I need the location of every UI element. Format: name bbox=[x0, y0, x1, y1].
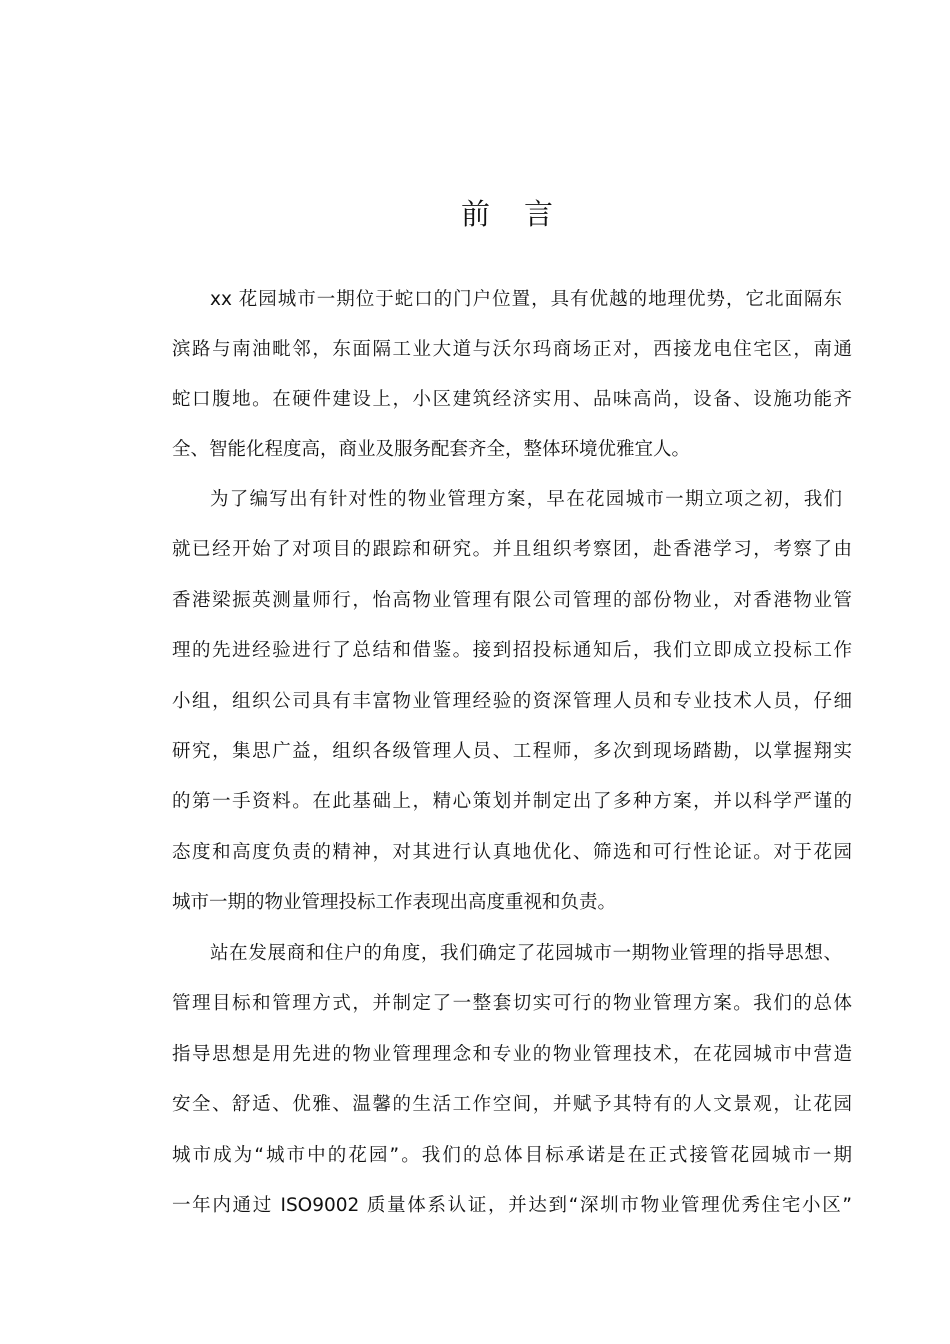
paragraph-3-line-6: 一年内通过 ISO9002 质量体系认证，并达到“深圳市物业管理优秀住宅小区” bbox=[172, 1195, 852, 1216]
paragraph-1-line-2: 滨路与南油毗邻，东面隔工业大道与沃尔玛商场正对，西接龙电住宅区，南通 bbox=[172, 339, 852, 360]
paragraph-2-line-1: 为了编写出有针对性的物业管理方案，早在花园城市一期立项之初，我们 bbox=[210, 489, 842, 510]
paragraph-2-line-2: 就已经开始了对项目的跟踪和研究。并且组织考察团，赴香港学习，考察了由 bbox=[172, 539, 852, 560]
paragraph-1-line-1: xx 花园城市一期位于蛇口的门户位置，具有优越的地理优势，它北面隔东 bbox=[210, 289, 842, 310]
paragraph-2-line-3: 香港梁振英测量师行，怡高物业管理有限公司管理的部份物业，对香港物业管 bbox=[172, 590, 852, 611]
paragraph-3-line-4: 安全、舒适、优雅、温馨的生活工作空间，并赋予其特有的人文景观，让花园 bbox=[172, 1094, 852, 1115]
page-title bbox=[0, 192, 950, 233]
title-char-2: 言 bbox=[524, 197, 554, 231]
paragraph-2-line-7: 的第一手资料。在此基础上，精心策划并制定出了多种方案，并以科学严谨的 bbox=[172, 791, 852, 812]
paragraph-3-line-3: 指导思想是用先进的物业管理理念和专业的物业管理技术，在花园城市中营造 bbox=[172, 1044, 852, 1065]
paragraph-1-line-4: 全、智能化程度高，商业及服务配套齐全，整体环境优雅宜人。 bbox=[172, 439, 691, 460]
paragraph-3-line-1: 站在发展商和住户的角度，我们确定了花园城市一期物业管理的指导思想、 bbox=[210, 943, 842, 964]
paragraph-3-line-5: 城市成为“城市中的花园”。我们的总体目标承诺是在正式接管花园城市一期 bbox=[172, 1145, 852, 1166]
paragraph-2-line-9: 城市一期的物业管理投标工作表现出高度重视和负责。 bbox=[172, 892, 617, 913]
paragraph-2-line-4: 理的先进经验进行了总结和借鉴。接到招投标通知后，我们立即成立投标工作 bbox=[172, 640, 852, 661]
paragraph-3-line-2: 管理目标和管理方式，并制定了一整套切实可行的物业管理方案。我们的总体 bbox=[172, 993, 852, 1014]
paragraph-2-line-5: 小组，组织公司具有丰富物业管理经验的资深管理人员和专业技术人员，仔细 bbox=[172, 691, 852, 712]
title-char-1: 前 bbox=[460, 197, 490, 231]
paragraph-2-line-6: 研究，集思广益，组织各级管理人员、工程师，多次到现场踏勘，以掌握翔实 bbox=[172, 741, 852, 762]
paragraph-2-line-8: 态度和高度负责的精神，对其进行认真地优化、筛选和可行性论证。对于花园 bbox=[172, 842, 852, 863]
paragraph-1-line-3: 蛇口腹地。在硬件建设上，小区建筑经济实用、品味高尚，设备、设施功能齐 bbox=[172, 389, 852, 410]
